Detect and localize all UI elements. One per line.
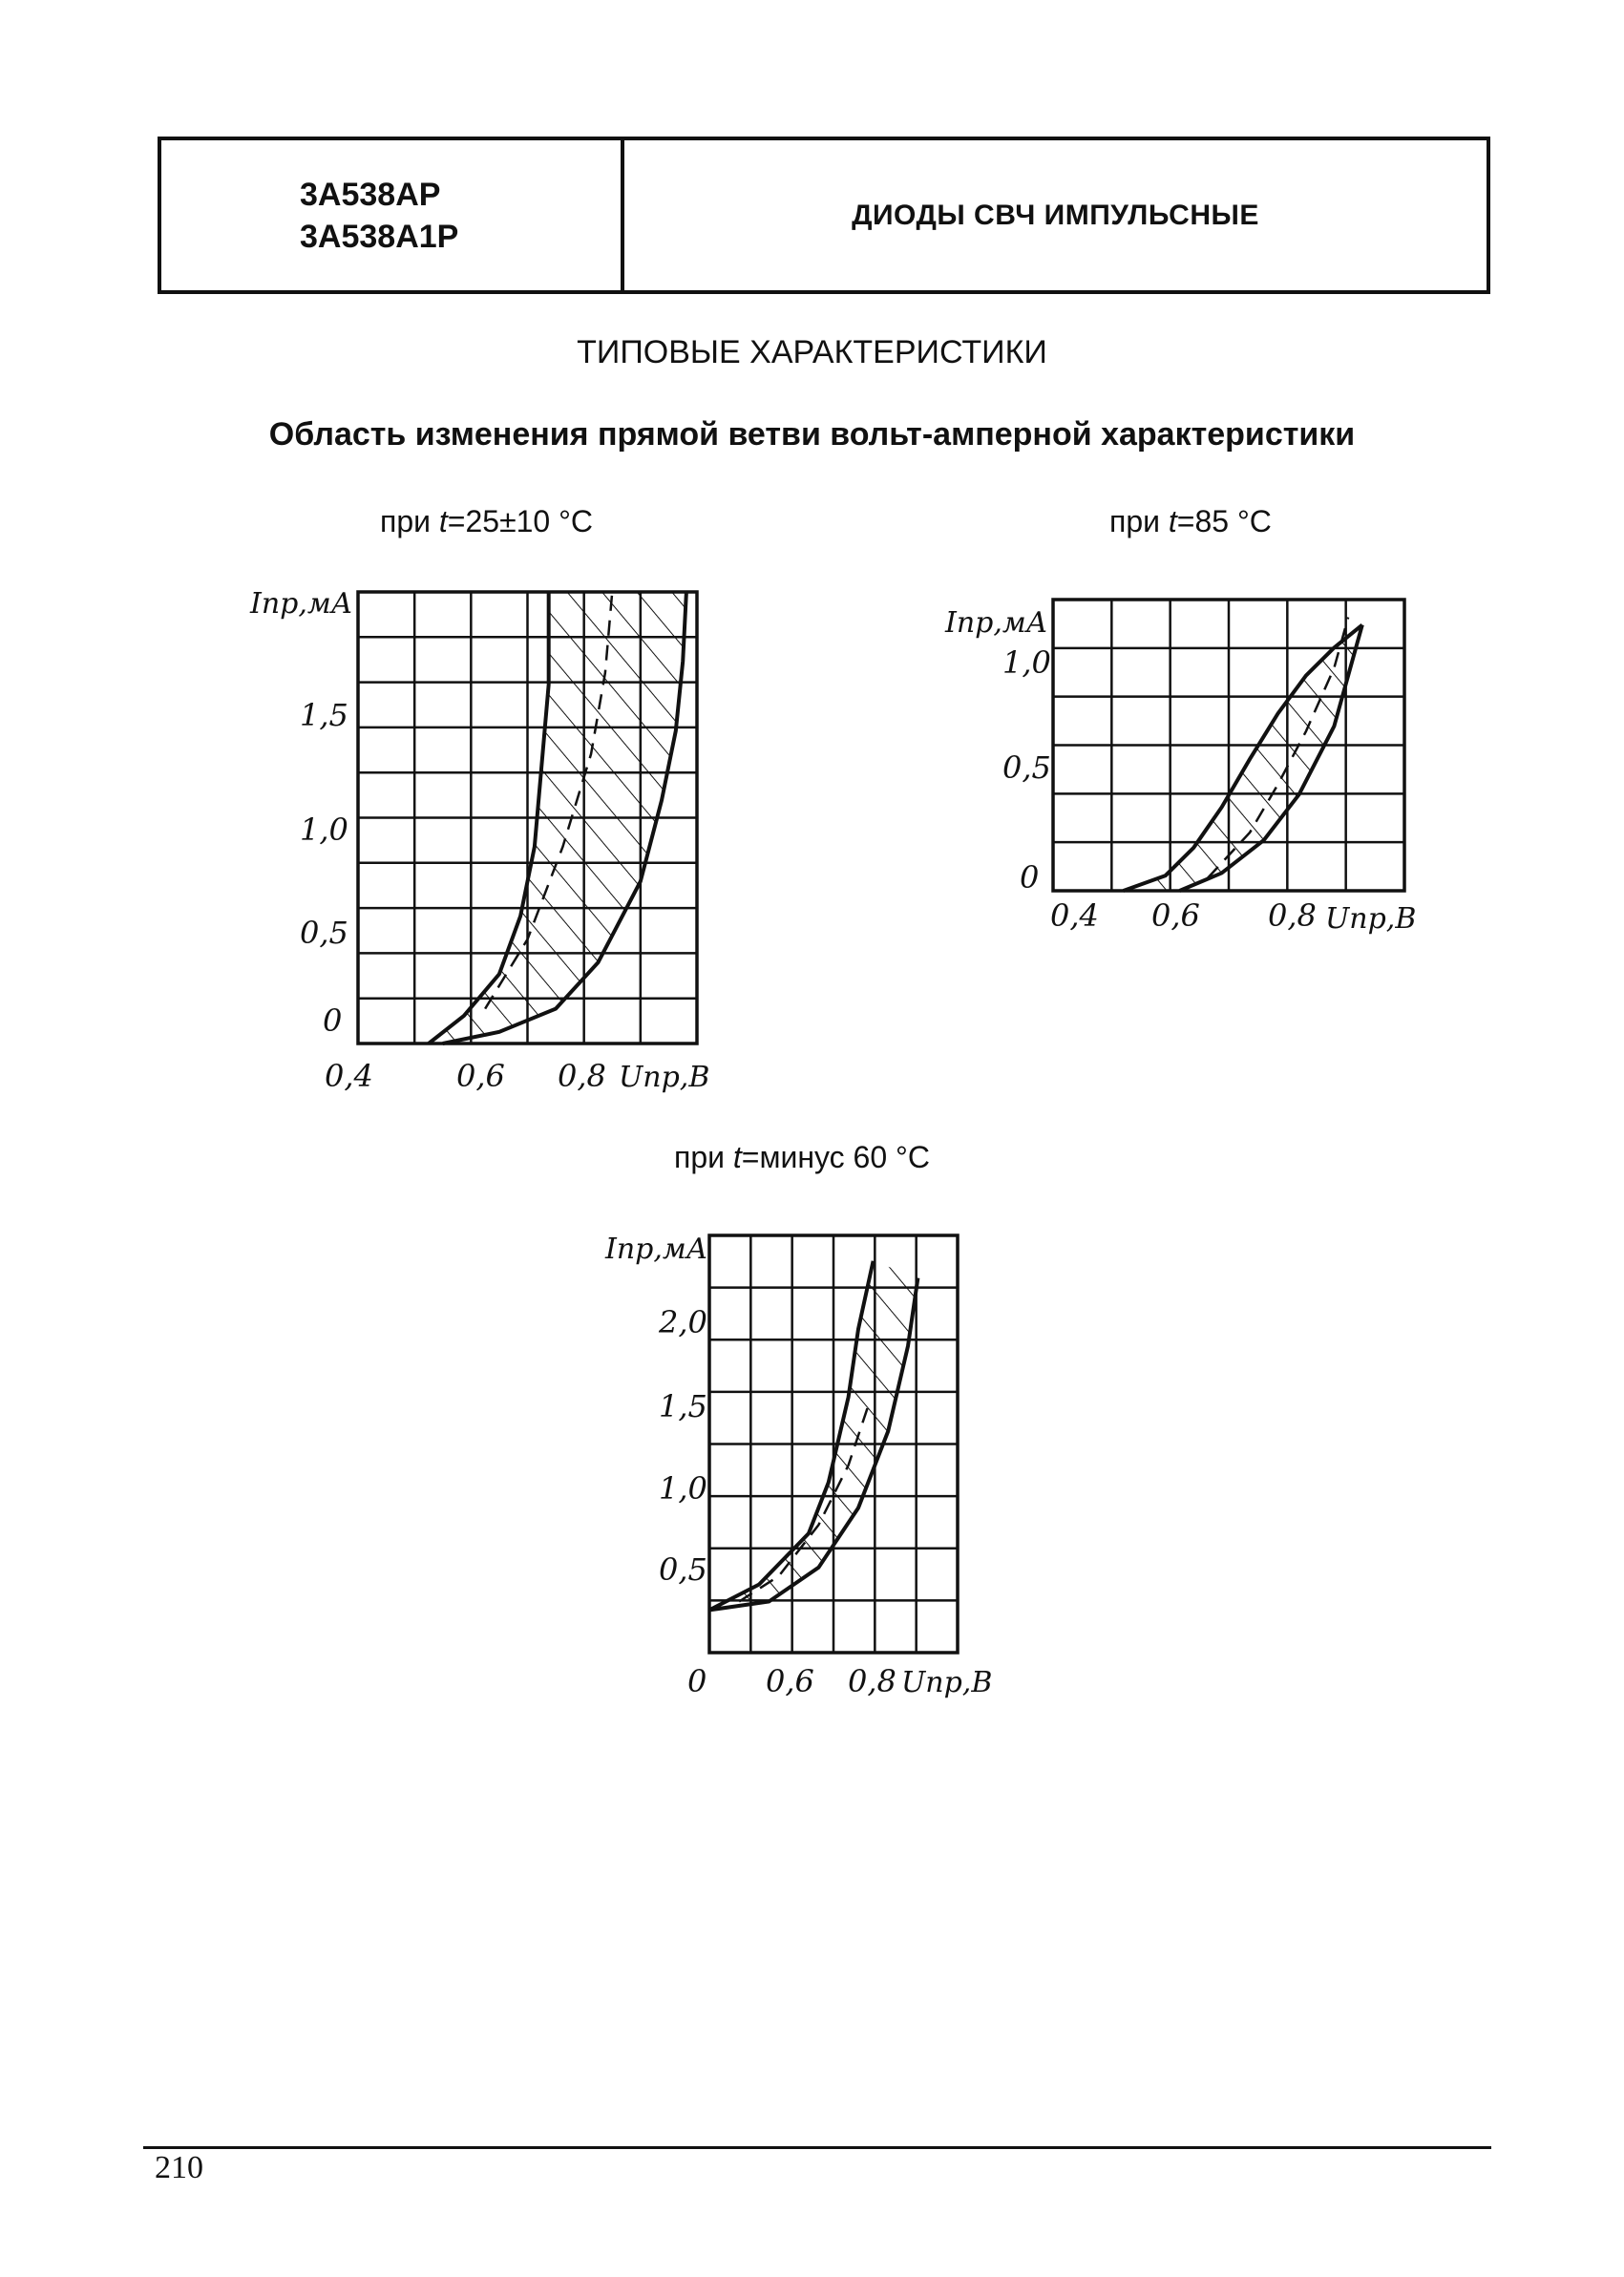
y-tick-label: 0,5 (300, 915, 348, 951)
x-axis-label: Uпр,В (619, 1061, 710, 1094)
x-axis-label: Uпр,В (901, 1666, 993, 1699)
y-tick-label: 1,0 (1002, 644, 1051, 681)
x-tick-label: 0,4 (1050, 897, 1099, 934)
caption-chart2: при t=85 °С (1109, 504, 1272, 538)
y-tick-label: 1,5 (300, 697, 348, 733)
y-tick-label: 2,0 (659, 1304, 707, 1340)
caption-chart3: при t=минус 60 °С (674, 1140, 930, 1174)
x-tick-label: 0,6 (1151, 897, 1200, 934)
caption-chart1: при t=25±10 °С (380, 504, 594, 538)
x-tick-label: 0,6 (456, 1058, 505, 1094)
x-tick-label: 0,8 (848, 1663, 896, 1699)
chart-title: Область изменения прямой ветви вольт-амперной характеристики (268, 416, 1356, 453)
y-tick-label: 0,5 (1002, 749, 1051, 786)
x-tick-label: 0,4 (325, 1058, 373, 1094)
y-tick-label: 0 (323, 1002, 343, 1039)
page-number: 210 (155, 2150, 203, 2185)
y-axis-label: Iпр,мА (945, 606, 1048, 640)
x-tick-label: 0,8 (558, 1058, 606, 1094)
section-title: ТИПОВЫЕ ХАРАКТЕРИСТИКИ (577, 334, 1047, 370)
footer-rule (143, 2146, 1491, 2149)
model-line1: 3А538АР (300, 176, 441, 213)
chart-3 (604, 1233, 992, 1699)
x-tick-label: 0 (687, 1663, 707, 1699)
y-tick-label: 0 (1020, 859, 1040, 896)
model-line2: 3А538А1Р (300, 218, 459, 255)
x-tick-label: 0,8 (1268, 897, 1317, 934)
x-tick-label: 0,6 (766, 1663, 814, 1699)
document-title: ДИОДЫ СВЧ ИМПУЛЬСНЫЕ (852, 199, 1259, 231)
y-tick-label: 1,0 (300, 812, 348, 848)
y-axis-label: Iпр,мА (250, 587, 353, 621)
tolerance-region (1124, 625, 1362, 891)
x-axis-label: Uпр,В (1325, 902, 1417, 936)
y-tick-label: 0,5 (659, 1551, 707, 1588)
y-axis-label: Iпр,мА (605, 1233, 708, 1266)
chart-1 (249, 587, 709, 1094)
y-tick-label: 1,5 (659, 1388, 707, 1424)
y-tick-label: 1,0 (659, 1470, 707, 1507)
chart-2 (944, 600, 1416, 936)
